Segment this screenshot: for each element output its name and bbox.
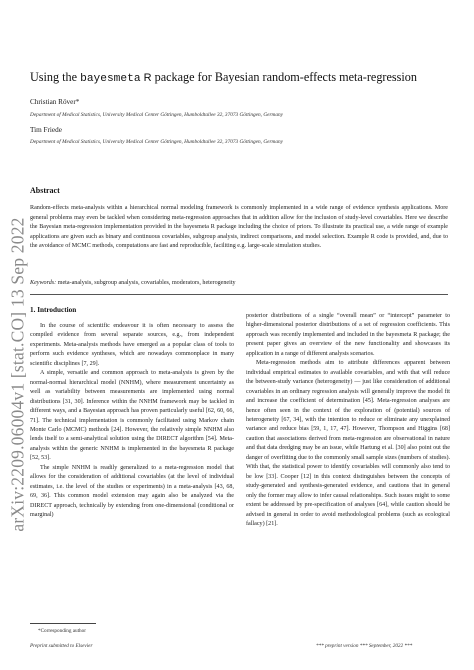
paper-title: Using the bayesmeta R package for Bayesian random-effects meta-regression bbox=[30, 70, 417, 85]
language-name: R bbox=[143, 72, 152, 84]
footnote-rule bbox=[30, 623, 96, 624]
right-column bbox=[246, 312, 450, 529]
arxiv-id: arXiv:2209.06004v1 [stat.CO] 13 Sep 2022 bbox=[7, 216, 28, 532]
author-name: Tim Friede bbox=[30, 126, 62, 134]
abstract-divider bbox=[30, 294, 448, 295]
section-heading: 1. Introduction bbox=[30, 306, 77, 314]
author-affiliation: Department of Medical Statistics, University Medical Center Göttingen, Humboldtallee 32, 37073 Göttingen, Germany bbox=[30, 112, 284, 118]
keywords-text: meta-analysis, subgroup analysis, covariables, moderators, heterogeneity bbox=[57, 280, 236, 286]
body-paragraph: A simple, versatile and common approach to meta-analysis is given by the normal-normal hierarchical model (NNHM), where measurement uncertainty as well as variability between measurements are implemented using normal distributions [31, 30]. Inference within the NNHM framework may be tackled in different ways, and a Bayesian approach has proven particularly useful [62, 60, 66, 71]. The technical implementation is commonly facilitated using Markov chain Monte Carlo (MCMC) methods [24]. However, the relatively simple NNHM also lends itself to a semi-analytical solution using the DIRECT algorithm [54]. Meta-analysis within the generic NNHM is implemented in the bayesmeta R package [52, 53]. bbox=[30, 370, 234, 462]
author-name: Christian Röver* bbox=[30, 98, 80, 106]
package-name: bayesmeta bbox=[80, 73, 141, 85]
author-affiliation: Department of Medical Statistics, University Medical Center Göttingen, Humboldtallee 32, 37073 Göttingen, Germany bbox=[30, 139, 284, 145]
footer-journal: Preprint submitted to Elsevier bbox=[30, 643, 93, 649]
left-column bbox=[30, 322, 234, 521]
footnote: *Corresponding author bbox=[38, 628, 86, 634]
abstract-text: Random-effects meta-analysis within a hierarchical normal modeling framework is commonly implemented in a wide range of evidence synthesis applications. More general problems may even be tackled when considering meta-regression approaches that in addition allow for the inclusion of study-level covariables. Here we describe the Bayesian meta-regression implementation provided in the bayesmeta R package including the choice of priors. To illustrate its practical use, a wide range of example applications are given such as binary and continuous covariables, subgroup analysis, indirect comparisons, and model selection. Example R code is provided, and, due to the avoidance of MCMC methods, computations are fast and reproducible, faciliting e.g. large-scale simulation studies. bbox=[30, 205, 448, 249]
body-paragraph: The simple NNHM is readily generalized to a meta-regression model that allows for the consideration of additional covariables (at the level of individual estimates, i.e. the level of the studies or experiments) in a meta-analysis [43, 68, 69, 36]. This common model extension may again also be analyzed via the DIRECT approach, technically by extending from one-dimensional (conditional or marginal) bbox=[30, 464, 234, 519]
body-paragraph: In the course of scientific endeavour it is often necessary to assess the compiled evidence from several separate sources, e.g., from independent experiments. Meta-analysis methods have emerged as a popular class of tools to perform such evidence syntheses, which are nowadays commonplace in many scientific disciplines [7, 29]. bbox=[30, 323, 234, 367]
keywords-label: Keywords: bbox=[30, 280, 57, 286]
keywords bbox=[30, 280, 448, 286]
abstract-heading: Abstract bbox=[30, 186, 60, 195]
footer-version: *** preprint version *** September, 2022 *** bbox=[316, 643, 413, 649]
body-paragraph: Meta-regression methods aim to attribute differences apparent between individual empirical estimates to available covariables, and with that will reduce the between-study variance (heterogeneity) — just like consideration of additional covariables in an ordinary regression analysis will generally improve the model fit and increase the coefficient of determination [45]. Meta-regression analyses are hence often seen in the context of the exploration of (potential) sources of heterogeneity [67, 34], with the intention to reduce or eliminate any unexplained variance and reduce bias [59, 1, 17, 47]. However, Thompson and Higgins [68] caution that associations derived from meta-regression are observational in nature and that data dredging may be an issue, while Hartung et al. [30] also point out the danger of overfitting due to the commonly small sample sizes (numbers of studies). With that, the statistical power to identify covariables will commonly also tend to be low [33]. Cooper [12] in this context distinguishes between the concepts of study-generated and synthesis-generated evidence, and cautions that in general only the former may allow to infer causal relationships. Such issues might to some extent be addressed by pre-specification of analyses [64], while caution should be advised in general in order to avoid methodological problems (such as ecological fallacy) [21]. bbox=[246, 360, 450, 527]
body-paragraph: posterior distributions of a single “overall mean” or “intercept” parameter to higher-dimensional posterior distributions of a set of regression coefficients. This approach was recently implemented and included in the bayesmeta R package; the present paper gives an overview of the new functionality and showcases its application in a range of different analysis scenarios. bbox=[246, 313, 450, 357]
